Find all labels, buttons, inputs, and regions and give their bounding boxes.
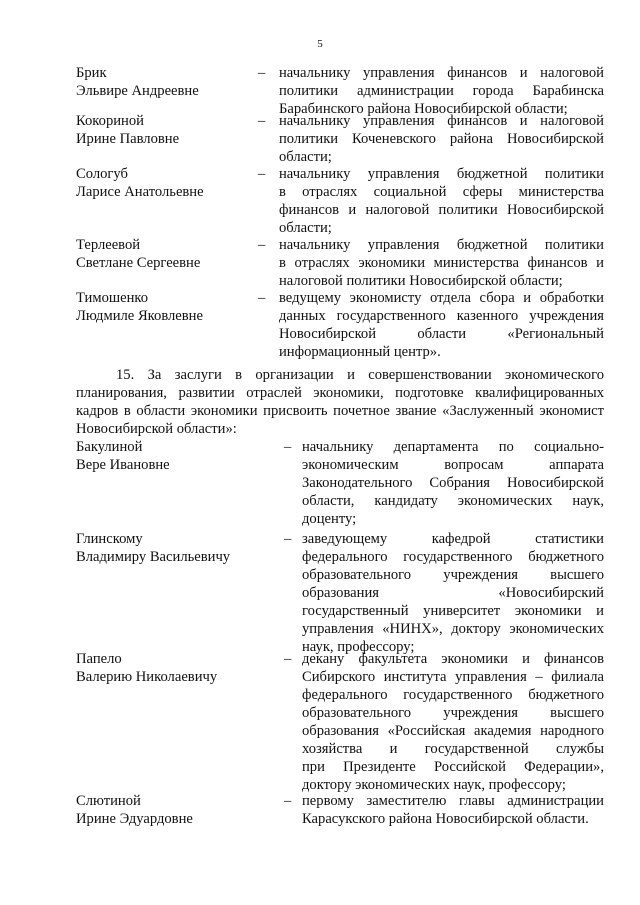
resolution-paragraph-15 [76, 366, 604, 438]
honoree-given-names: Ларисе Анатольевне [76, 184, 204, 200]
honoree-name [76, 438, 266, 474]
dash-separator: – [258, 290, 266, 306]
position-line: в отраслях экономики министерства финансов и [279, 255, 604, 271]
position-line: начальнику управления финансов и налоговой [279, 113, 604, 129]
position-line: Карасукского района Новосибирской области. [302, 811, 589, 827]
dash-separator: – [284, 439, 292, 455]
paragraph-line: 15. За заслуги в организации и совершенствовании экономического [116, 367, 604, 383]
honoree-surname: Бакулиной [76, 439, 143, 455]
position-line: политики Коченевского района Новосибирской [279, 131, 604, 147]
honoree-surname: Глинскому [76, 531, 143, 547]
dash-separator: – [284, 793, 292, 809]
honoree-name [76, 165, 266, 201]
honoree-surname: Папело [76, 651, 122, 667]
position-line: начальнику управления бюджетной политики [279, 237, 604, 253]
honoree-position [279, 236, 604, 290]
honoree-name [76, 792, 266, 828]
honoree-given-names: Людмиле Яковлевне [76, 308, 203, 324]
position-line: образования «Новосибирский [302, 585, 604, 601]
dash-separator: – [258, 65, 266, 81]
honoree-surname: Терлеевой [76, 237, 141, 253]
position-line: образовательного учреждения высшего [302, 567, 604, 583]
position-line: при Президенте Российской Федерации», [302, 759, 604, 775]
position-line: образования «Российская академия народного [302, 723, 604, 739]
position-line: области, кандидату экономических наук, [302, 493, 604, 509]
honoree-given-names: Вере Ивановне [76, 457, 170, 473]
dash-separator: – [258, 237, 266, 253]
position-line: хозяйства и государственной службы [302, 741, 604, 757]
honoree-position [279, 165, 604, 237]
paragraph-line: планирования, развитии отраслей экономики, подготовке квалифицированных [76, 385, 604, 401]
honoree-surname: Тимошенко [76, 290, 149, 306]
position-line: наук, профессору; [302, 639, 415, 655]
position-line: Сибирского института управления – филиала [302, 669, 604, 685]
paragraph-line: Новосибирской области»: [76, 421, 237, 437]
honoree-given-names: Ирине Павловне [76, 131, 180, 147]
honoree-surname: Слютиной [76, 793, 141, 809]
position-line: данных государственного казенного учреждения [279, 308, 604, 324]
paragraph-line: кадров в области экономики присвоить почетное звание «Заслуженный экономист [76, 403, 604, 419]
honoree-name [76, 64, 266, 100]
page-number: 5 [317, 38, 323, 50]
honoree-surname: Сологуб [76, 166, 128, 182]
position-line: начальнику управления бюджетной политики [279, 166, 604, 182]
position-line: в отраслях социальной сферы министерства [279, 184, 604, 200]
position-line: начальнику департамента по социально- [302, 439, 604, 455]
honoree-surname: Брик [76, 65, 107, 81]
dash-separator: – [258, 166, 266, 182]
position-line: управления «НИНХ», доктору экономических [302, 621, 604, 637]
honoree-given-names: Светлане Сергеевне [76, 255, 201, 271]
position-line: области; [279, 149, 332, 165]
position-line: федерального государственного бюджетного [302, 549, 604, 565]
position-line: экономическим вопросам аппарата [302, 457, 604, 473]
position-line: заведующему кафедрой статистики [302, 531, 604, 547]
honoree-name [76, 289, 266, 325]
honoree-position [279, 112, 604, 166]
honoree-position [279, 289, 604, 361]
honoree-position [302, 438, 604, 528]
position-line: федерального государственного бюджетного [302, 687, 604, 703]
position-line: информационный центр». [279, 344, 441, 360]
honoree-given-names: Владимиру Васильевичу [76, 549, 231, 565]
honoree-given-names: Валерию Николаевичу [76, 669, 218, 685]
honoree-name [76, 530, 266, 566]
honoree-position [302, 792, 604, 828]
dash-separator: – [284, 651, 292, 667]
position-line: финансов и налоговой политики Новосибирской [279, 202, 604, 218]
position-line: Новосибирской области «Региональный [279, 326, 604, 342]
position-line: доценту; [302, 511, 357, 527]
honoree-name [76, 112, 266, 148]
position-line: Законодательного Собрания Новосибирской [302, 475, 604, 491]
position-line: государственный университет экономики и [302, 603, 604, 619]
honoree-surname: Кокориной [76, 113, 144, 129]
position-line: области; [279, 220, 332, 236]
position-line: Барабинского района Новосибирской области; [279, 101, 568, 117]
dash-separator: – [258, 113, 266, 129]
dash-separator: – [284, 531, 292, 547]
position-line: образовательного учреждения высшего [302, 705, 604, 721]
position-line: политики администрации города Барабинска [279, 83, 604, 99]
position-line: декану факультета экономики и финансов [302, 651, 604, 667]
position-line: ведущему экономисту отдела сбора и обработки [279, 290, 604, 306]
position-line: налоговой политики Новосибирской области; [279, 273, 563, 289]
position-line: начальнику управления финансов и налоговой [279, 65, 604, 81]
honoree-given-names: Эльвире Андреевне [76, 83, 199, 99]
honoree-given-names: Ирине Эдуардовне [76, 811, 193, 827]
honoree-position [302, 530, 604, 656]
position-line: доктору экономических наук, профессору; [302, 777, 566, 793]
honoree-position [302, 650, 604, 794]
honoree-position [279, 64, 604, 118]
honoree-name [76, 650, 266, 686]
position-line: первому заместителю главы администрации [302, 793, 604, 809]
honoree-name [76, 236, 266, 272]
